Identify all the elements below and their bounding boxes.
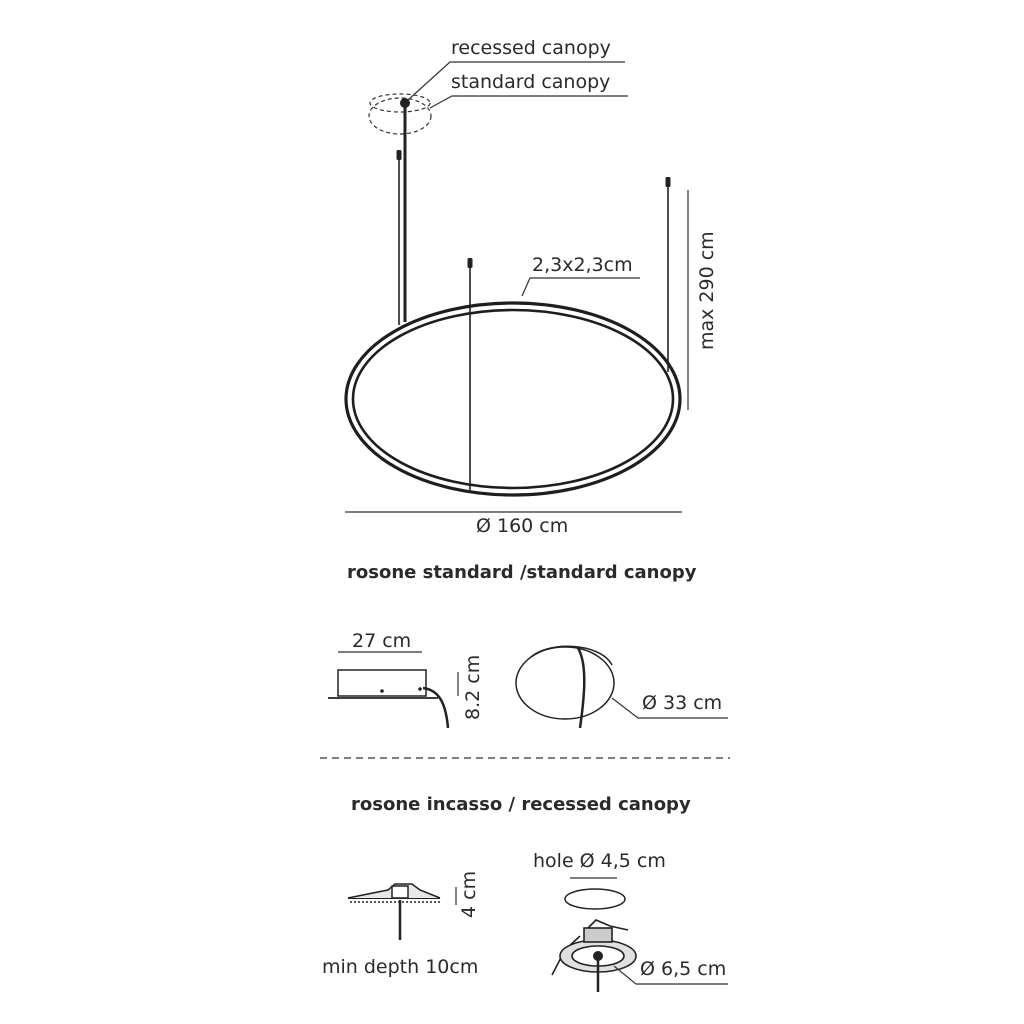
hole-disc [565,889,625,909]
diameter-label: Ø 160 cm [476,515,569,537]
suspension-cables [399,107,668,490]
recessed-canopy-label: recessed canopy [451,37,611,59]
canopy-perspective-view [516,646,614,719]
ring [346,303,680,495]
screw-dot [380,689,384,693]
profile-label: 2,3x2,3cm [532,254,633,276]
recessed-height-label: 4 cm [458,870,480,918]
hole-label: hole Ø 4,5 cm [533,850,666,872]
recessed-side-view [348,884,440,902]
canopy-height-label: 8.2 cm [462,654,484,720]
profile-leader [522,278,640,296]
standard-canopy-label: standard canopy [451,71,611,93]
recessed-section-title: rosone incasso / recessed canopy [351,794,691,815]
fitting-diameter-label: Ø 6,5 cm [640,958,727,980]
canopy-width-label: 27 cm [352,630,412,652]
canopy-outlines [369,94,431,134]
canopy-side-view [328,670,438,698]
recessed-fitting [552,920,636,975]
screw-dot [418,687,422,691]
fitting-center [593,951,603,961]
min-depth-label: min depth 10cm [322,956,479,978]
canopy-diameter-label: Ø 33 cm [642,692,723,714]
standard-section-title: rosone standard /standard canopy [347,562,697,583]
height-label: max 290 cm [696,231,718,350]
cable-terminals [397,150,671,268]
